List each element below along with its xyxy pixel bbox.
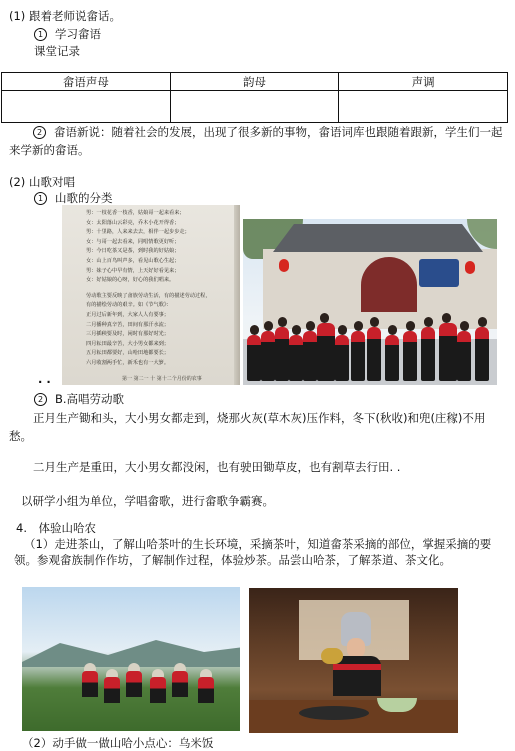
child-body: [457, 331, 471, 381]
record-table: [1, 72, 508, 123]
child-body: [421, 327, 435, 381]
child-head: [306, 321, 315, 331]
child-body: [351, 331, 365, 381]
labor-song-verse-1: 正月生产锄和头，大小男女都走到，烧那火灰(草木灰)压作料，冬下(秋收)和兜(庄稼)不用愁。: [9, 411, 486, 443]
table-header: 畲语声母: [2, 73, 171, 91]
child-head: [442, 313, 451, 323]
child-head: [264, 321, 273, 331]
child-body: [385, 335, 399, 381]
child-head: [388, 325, 397, 335]
tea-garden-photo: [22, 587, 240, 731]
circled-number: 2: [34, 393, 47, 406]
book-line: 女：太阳落山云彩亮，乔木小花开得香；: [86, 219, 180, 226]
subitem-labor-song: [34, 391, 124, 407]
child-head: [338, 325, 347, 335]
picker-body: [126, 671, 142, 697]
book-line: 四月耘田最辛苦，大小男女都来到；: [86, 340, 170, 347]
book-line: 有的描绘劳动的艰辛。如《节气歌》：: [86, 302, 172, 309]
dots: . .: [38, 372, 51, 386]
child-head: [370, 317, 379, 327]
book-line: 劳动歌主要反映了畲族劳动生活，有的描述劳动过程，: [86, 292, 211, 299]
tea-mountain-text: （1）走进茶山，了解山哈茶叶的生长环境，采摘茶叶，知道畲茶采摘的部位，掌握采摘的要领。参观畲族制作作坊，了解制作过程，体验炒茶。品尝山哈茶，了解茶道、茶文化。: [14, 537, 492, 567]
songbook-footer: 第一 第二一 十 第十二个月份的农事: [122, 376, 202, 382]
picker-body: [104, 677, 120, 703]
child-body: [475, 327, 489, 381]
child-body: [275, 327, 289, 381]
child-head: [320, 313, 329, 323]
picker-body: [198, 677, 214, 703]
child-head: [406, 321, 415, 331]
subitem-learn-she: [34, 26, 101, 42]
child-body: [403, 331, 417, 381]
child-head: [292, 325, 301, 335]
child-head: [478, 317, 487, 327]
building-roof: [273, 224, 483, 252]
snack-making-text: （2）动手做一做山哈小点心：乌米饭: [22, 736, 214, 750]
child-head: [250, 325, 259, 335]
book-line: 二月播种真辛苦，田间有那汗水流；: [86, 321, 170, 328]
subitem-label: 山歌的分类: [55, 191, 113, 205]
child-head: [354, 321, 363, 331]
table-cell[interactable]: [339, 91, 508, 123]
child-body: [317, 323, 335, 381]
labor-song-verse-2: 二月生产是重田，大小男女都没闲，也有驶田锄草皮，也有割草去行田. .: [33, 460, 401, 474]
page-edge: [234, 205, 240, 385]
child-head: [424, 317, 433, 327]
table-cell[interactable]: [2, 91, 171, 123]
child-body: [335, 335, 349, 381]
banner: [419, 259, 459, 287]
child-body: [303, 331, 317, 381]
gate: [361, 257, 417, 312]
section4-heading: 4. 体验山哈农: [16, 521, 96, 535]
book-line: 男：一枝花香一枝香，姑娘哥一起来看来；: [86, 210, 185, 216]
tea-tray: [299, 706, 369, 720]
child-head: [278, 317, 287, 327]
lantern-icon: [279, 259, 289, 272]
tea-ceremony-photo: [249, 588, 458, 733]
section2-heading: (2) 山歌对唱: [9, 175, 75, 189]
subitem-label: B.高唱劳动歌: [55, 392, 125, 406]
table-header: 声调: [339, 73, 508, 91]
child-head: [460, 321, 469, 331]
book-line: 女：好姑娘的心呀，好心的我们唱来。: [86, 277, 175, 284]
table-header: 韵母: [170, 73, 339, 91]
songbook-photo: [62, 205, 240, 385]
child-body: [367, 327, 381, 381]
performer-face: [347, 638, 365, 658]
book-line: 五月耘田都要好，山哈田地都要长；: [86, 350, 170, 357]
book-line: 三月插秧要及时，闲时有那好时光；: [86, 331, 170, 338]
picker-body: [82, 671, 98, 697]
book-line: 六月收割两手忙，新禾也有一大箩。: [86, 359, 170, 366]
child-body: [247, 335, 261, 381]
book-line: 男：十里路，人来来去去，相伴一起步步走；: [86, 229, 190, 236]
subitem-label: 学习畲语: [55, 27, 101, 41]
picker-body: [172, 671, 188, 697]
book-line: 女：与哥一起去看来，同唱情歌更好听；: [86, 238, 180, 245]
child-body: [439, 323, 457, 381]
record-label: 课堂记录: [34, 44, 80, 58]
picker-body: [150, 677, 166, 703]
subitem-song-types: [34, 190, 113, 206]
lantern-icon: [465, 261, 475, 274]
circled-number: 2: [33, 126, 46, 139]
songbook-text: [86, 209, 236, 369]
book-line: 男：妹子心中早有情，上天好好看见来；: [86, 267, 180, 274]
child-body: [289, 335, 303, 381]
red-trim: [333, 664, 381, 670]
she-new-words-paragraph: [9, 123, 509, 159]
book-line: 女：山上百鸟叫声多，看见山歌心生起；: [86, 257, 180, 264]
song-contest-text: 以研学小组为单位，学唱畲歌，进行畲歌争霸赛。: [21, 494, 274, 508]
circled-number: 1: [34, 192, 47, 205]
child-body: [261, 331, 275, 381]
book-line: 正月过后新年到，大家人人有要事；: [86, 311, 170, 318]
paragraph-text: 畲语新说：随着社会的发展，出现了很多新的事物，畲语词库也跟随着跟新，学生们一起来学新的畲语。: [9, 125, 503, 157]
table-cell[interactable]: [170, 91, 339, 123]
singing-children-photo: [243, 219, 497, 385]
teapot-icon: [321, 648, 343, 664]
circled-number: 1: [34, 28, 47, 41]
book-line: 男：今日吃茶又是茶，到时我的好姑娘；: [86, 248, 180, 255]
section1-heading: (1) 跟着老师说畲话。: [9, 9, 121, 23]
